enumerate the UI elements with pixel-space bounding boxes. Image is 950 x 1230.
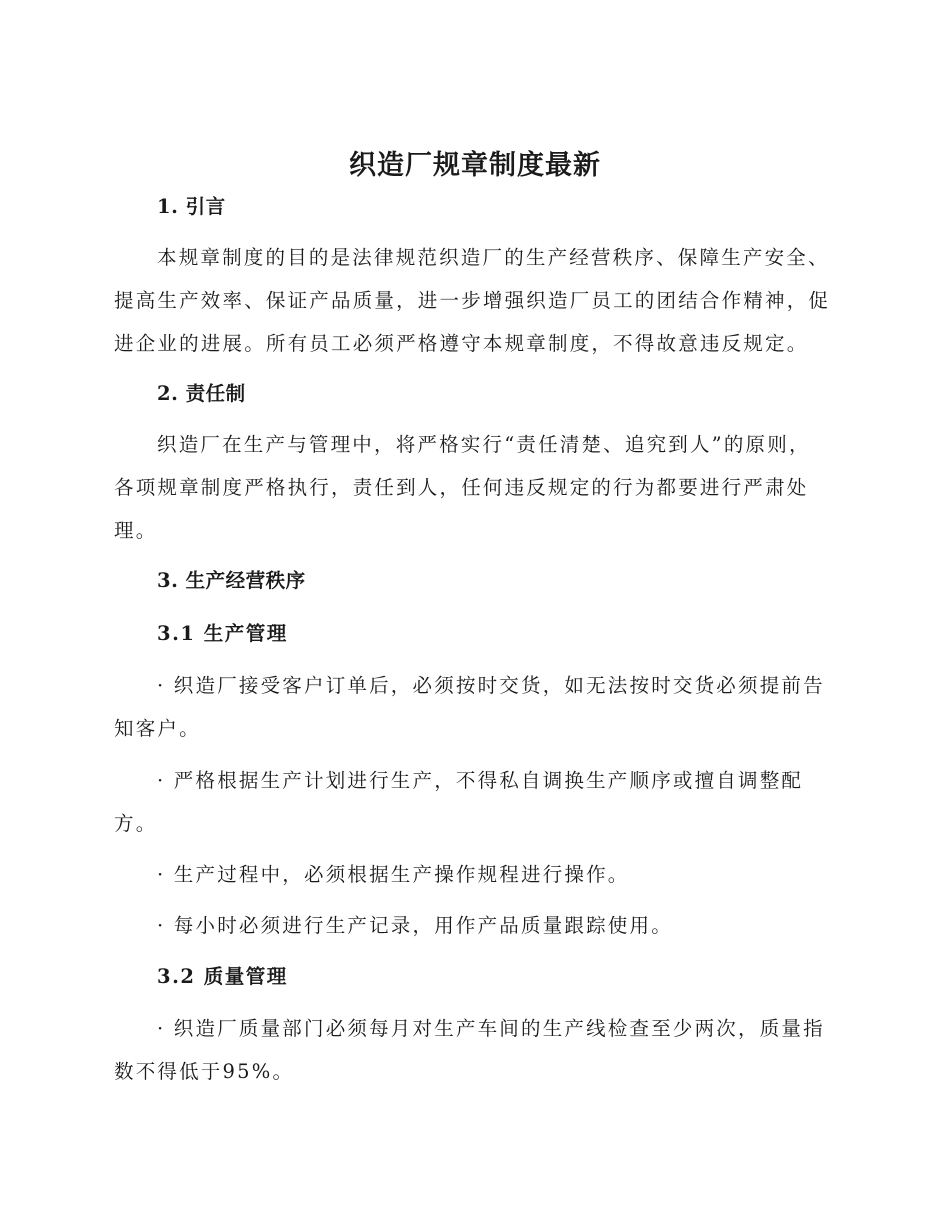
section-heading-introduction: 1. 引言 [157,195,226,218]
section-heading-responsibility: 2. 责任制 [157,382,246,405]
section-heading-production-order: 3. 生产经营秩序 [157,569,306,592]
paragraph-introduction: 本规章制度的目的是法律规范织造厂的生产经营秩序、保障生产安全、提高生产效率、保证产品质量，进一步增强织造厂员工的团结合作精神，促进企业的进展。所有员工必须严格遵守本规章制度，不得故意违反规定。 [114,246,831,355]
subsection-heading-quality-management: 3.2 质量管理 [157,965,288,988]
list-item-production-delivery: · 织造厂接受客户订单后，必须按时交货，如无法按时交货必须提前告知客户。 [114,674,825,740]
list-item-production-plan: · 严格根据生产计划进行生产，不得私自调换生产顺序或擅自调整配方。 [114,769,804,835]
list-item-production-record: · 每小时必须进行生产记录，用作产品质量跟踪使用。 [157,914,673,937]
subsection-heading-production-management: 3.1 生产管理 [157,622,288,645]
paragraph-responsibility: 织造厂在生产与管理中，将严格实行“责任清楚、追究到人”的原则，各项规章制度严格执行，责任到人，任何违反规定的行为都要进行严肃处理。 [114,433,811,542]
list-item-production-procedure: · 生产过程中，必须根据生产操作规程进行操作。 [157,863,630,886]
list-item-quality-inspection: · 织造厂质量部门必须每月对生产车间的生产线检查至少两次，质量指数不得低于95%。 [114,1017,825,1083]
document-title: 织造厂规章制度最新 [349,150,601,181]
